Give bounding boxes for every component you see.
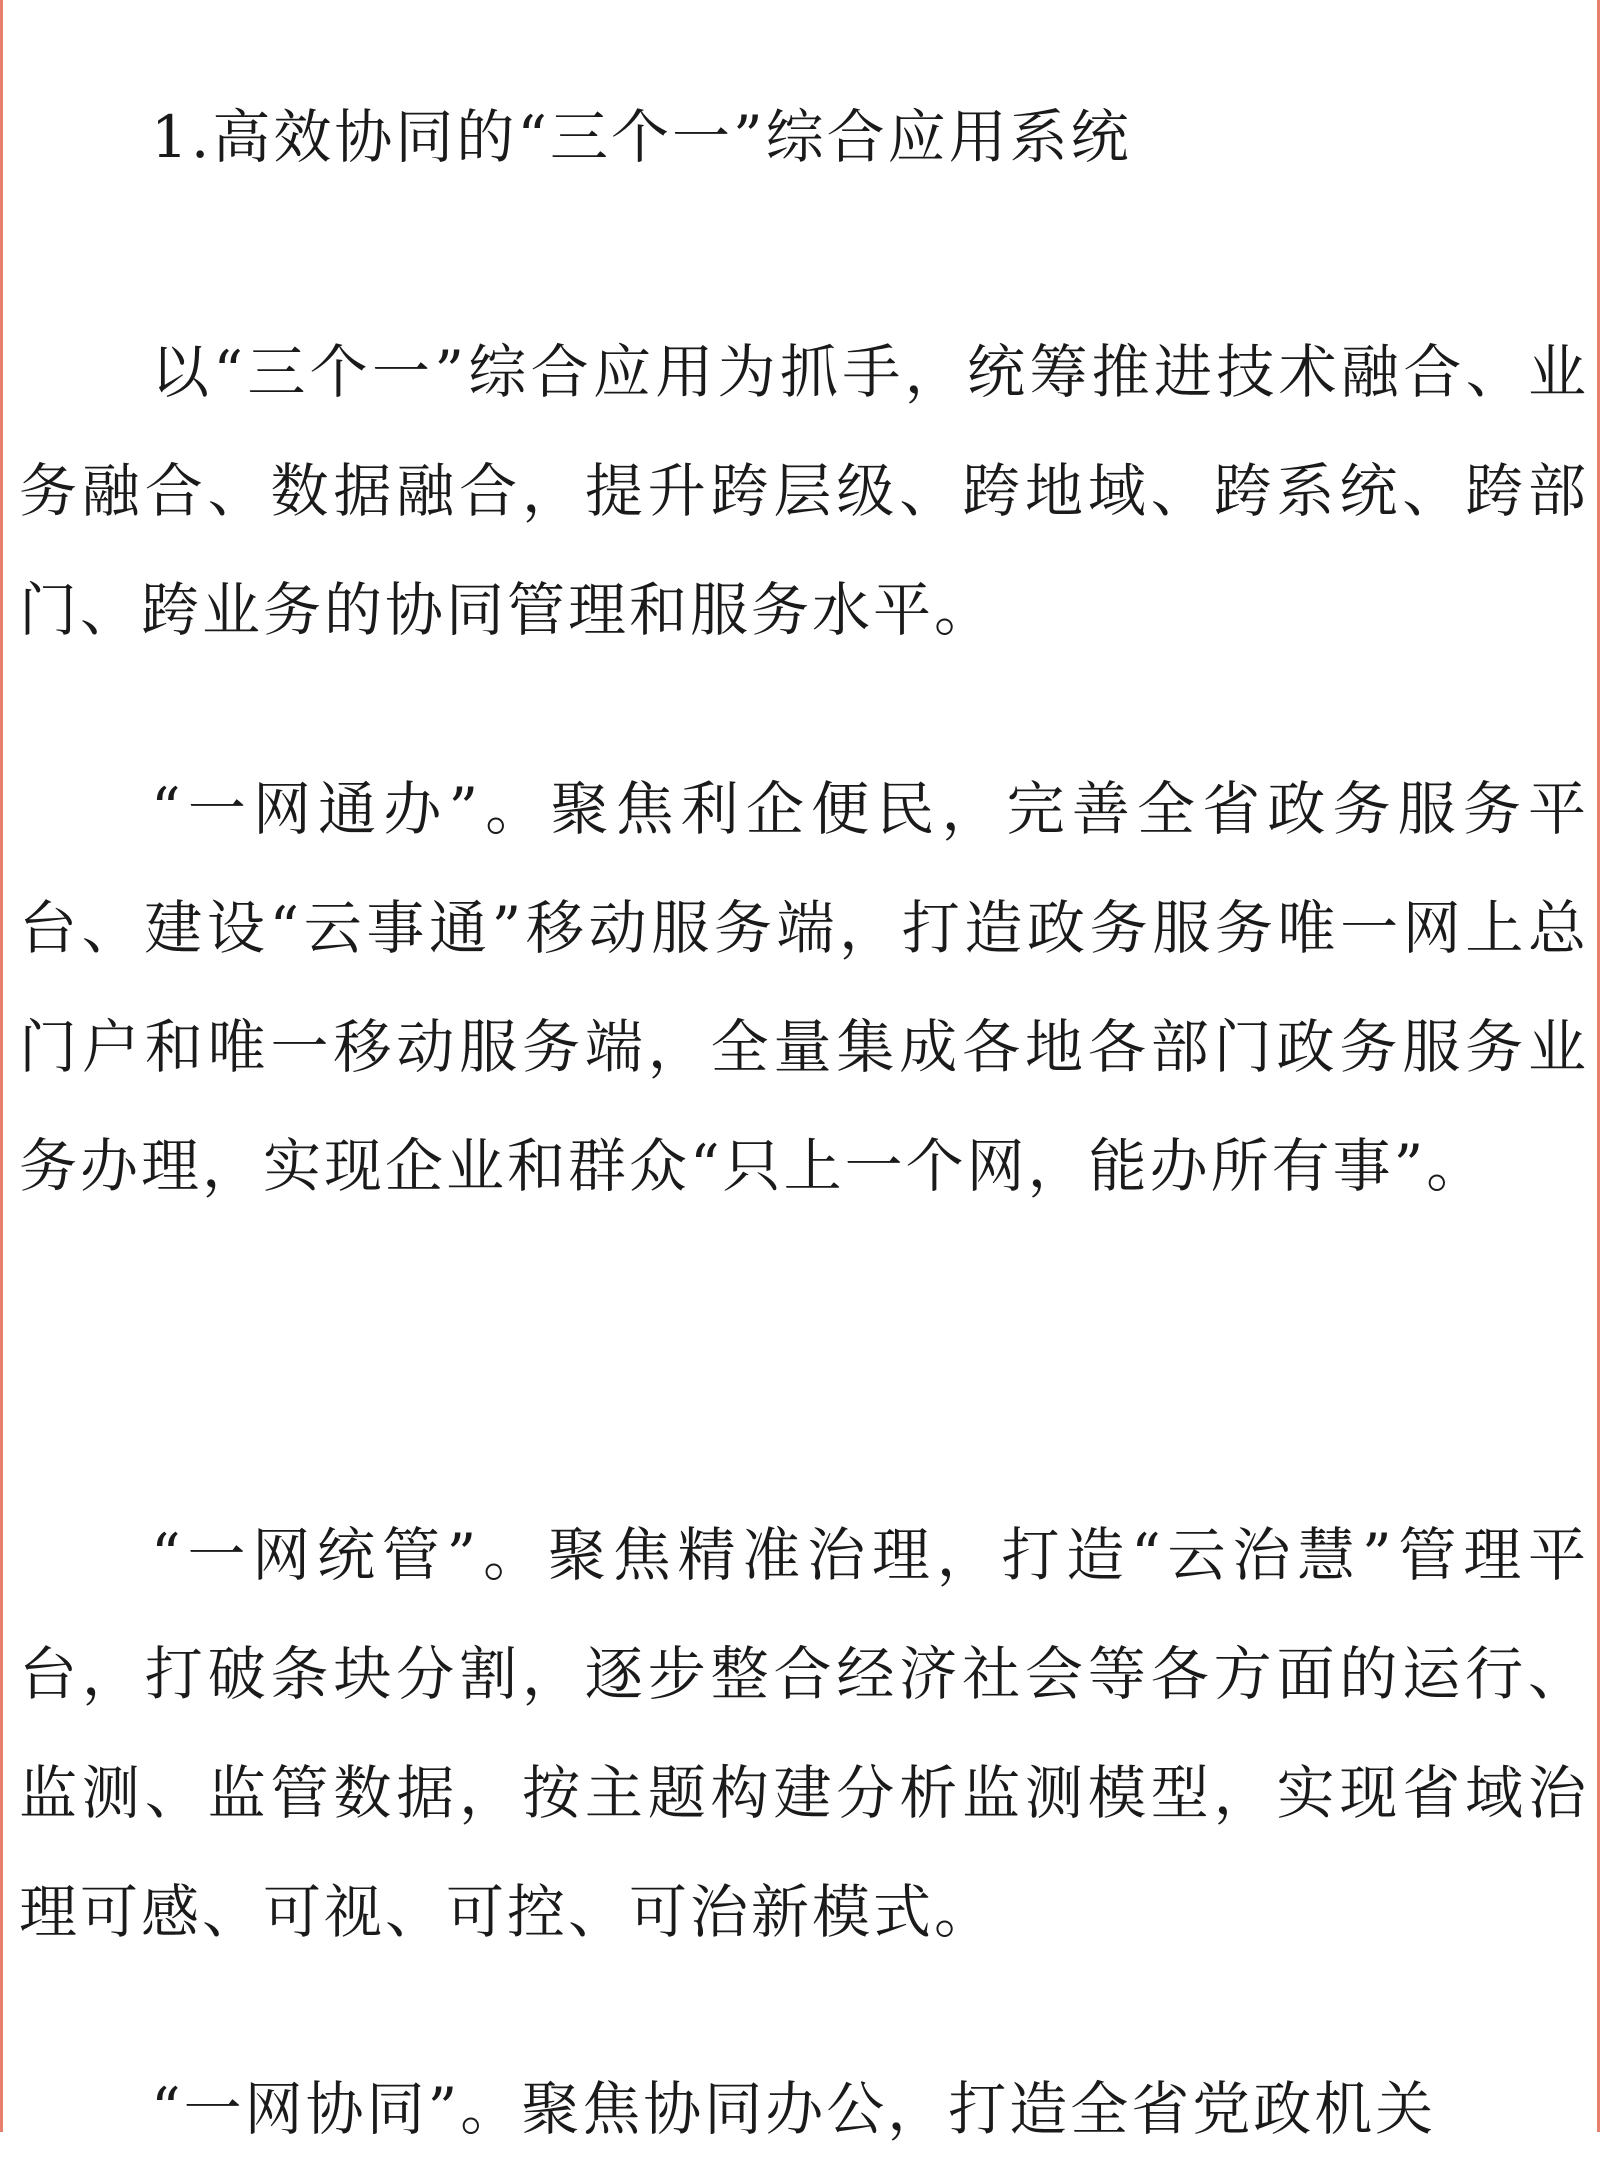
paragraph-yiwang-xietong: “一网协同”。聚焦协同办公，打造全省党政机关 [151,2075,1437,2143]
paragraph-yiwang-tongguan: “一网统管”。聚焦精准治理，打造“云治慧”管理平台，打破条块分割，逐步整合经济社会等各方面的运行、监测、监管数据，按主题构建分析监测模型，实现省域治理可感、可视、可控、可治新模式。 [19,1521,1589,1946]
paragraph-yiwang-tongban: “一网通办”。聚焦利企便民，完善全省政务服务平台、建设“云事通”移动服务端，打造政务服务唯一网上总门户和唯一移动服务端，全量集成各地各部门政务服务业务办理，实现企业和群众“只上一个网，能办所有事”。 [19,775,1589,1200]
paragraph-intro: 以“三个一”综合应用为抓手，统筹推进技术融合、业务融合、数据融合，提升跨层级、跨地域、跨系统、跨部门、跨业务的协同管理和服务水平。 [19,338,1589,644]
section-heading: 1.高效协同的“三个一”综合应用系统 [151,103,1132,171]
